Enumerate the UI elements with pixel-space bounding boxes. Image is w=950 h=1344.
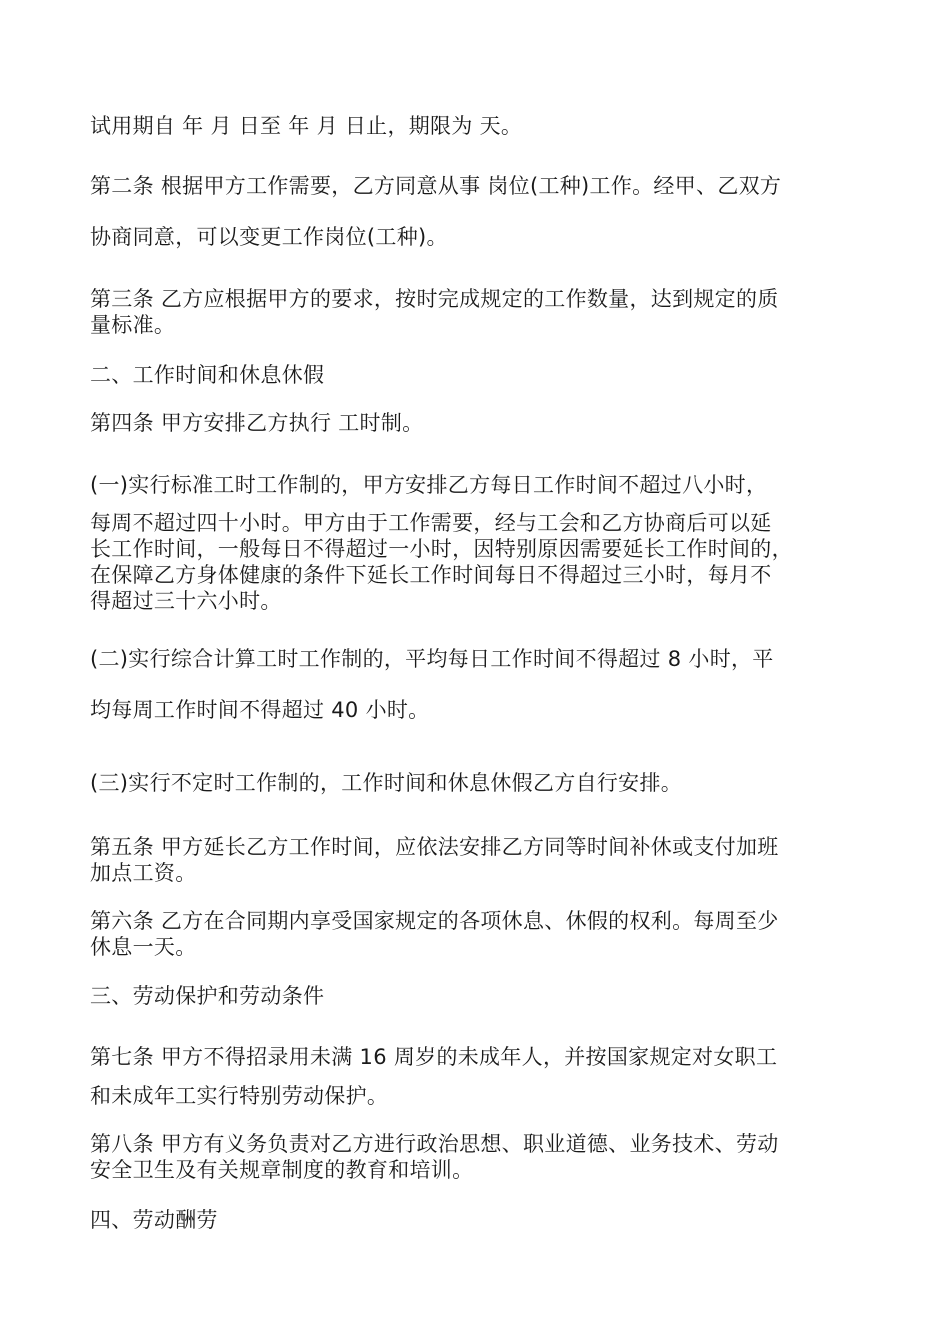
- article-5-paragraph: [90, 834, 870, 886]
- text-line: 加点工资。: [90, 861, 197, 885]
- section-4-heading: [90, 1207, 870, 1233]
- text-line: 安全卫生及有关规章制度的教育和培训。: [90, 1158, 474, 1182]
- text-line: 协商同意，可以变更工作岗位(工种)。: [90, 225, 448, 249]
- section-2-heading: [90, 362, 870, 388]
- text-line: (三)实行不定时工作制的，工作时间和休息休假乙方自行安排。: [90, 771, 683, 795]
- text-line: 第七条 甲方不得招录用未满 16 周岁的未成年人，并按国家规定对女职工: [90, 1045, 778, 1069]
- text-line: 第六条 乙方在合同期内享受国家规定的各项休息、休假的权利。每周至少: [90, 909, 779, 933]
- text-line: 休息一天。: [90, 935, 197, 959]
- flexible-hours-paragraph: [90, 770, 870, 796]
- text-line: 和未成年工实行特别劳动保护。: [90, 1084, 389, 1108]
- text-line: 第八条 甲方有义务负责对乙方进行政治思想、职业道德、业务技术、劳动: [90, 1132, 779, 1156]
- article-8-paragraph: [90, 1131, 870, 1183]
- text-line: 第三条 乙方应根据甲方的要求，按时完成规定的工作数量，达到规定的质: [90, 287, 779, 311]
- text-line: 第二条 根据甲方工作需要，乙方同意从事 岗位(工种)工作。经甲、乙双方: [90, 174, 782, 198]
- standard-hours-continuation-paragraph: [90, 510, 870, 614]
- text-line: 试用期自 年 月 日至 年 月 日止，期限为 天。: [90, 114, 523, 138]
- comprehensive-hours-continuation-paragraph: [90, 697, 870, 723]
- text-line: 四、劳动酬劳: [90, 1208, 218, 1232]
- section-3-heading: [90, 983, 870, 1009]
- article-2-continuation-paragraph: [90, 224, 870, 250]
- article-2-paragraph: [90, 173, 870, 199]
- article-4-paragraph: [90, 410, 870, 436]
- trial-period-paragraph: [90, 113, 870, 139]
- text-line: (一)实行标准工时工作制的，甲方安排乙方每日工作时间不超过八小时，: [90, 473, 768, 497]
- standard-hours-paragraph: [90, 472, 870, 498]
- text-line: 量标准。: [90, 313, 176, 337]
- text-line: 三、劳动保护和劳动条件: [90, 984, 325, 1008]
- text-line: 在保障乙方身体健康的条件下延长工作时间每日不得超过三小时，每月不: [90, 563, 772, 587]
- text-line: 得超过三十六小时。: [90, 589, 282, 613]
- text-line: 长工作时间，一般每日不得超过一小时，因特别原因需要延长工作时间的，: [90, 537, 793, 561]
- article-6-paragraph: [90, 908, 870, 960]
- text-line: 均每周工作时间不得超过 40 小时。: [90, 698, 430, 722]
- article-7-paragraph: [90, 1044, 870, 1070]
- article-7-continuation-paragraph: [90, 1083, 870, 1109]
- text-line: 第四条 甲方安排乙方执行 工时制。: [90, 411, 424, 435]
- text-line: 二、工作时间和休息休假: [90, 363, 325, 387]
- text-line: (二)实行综合计算工时工作制的，平均每日工作时间不得超过 8 小时，平: [90, 647, 774, 671]
- text-line: 第五条 甲方延长乙方工作时间，应依法安排乙方同等时间补休或支付加班: [90, 835, 779, 859]
- article-3-paragraph: [90, 286, 870, 338]
- comprehensive-hours-paragraph: [90, 646, 870, 672]
- text-line: 每周不超过四十小时。甲方由于工作需要，经与工会和乙方协商后可以延: [90, 511, 772, 535]
